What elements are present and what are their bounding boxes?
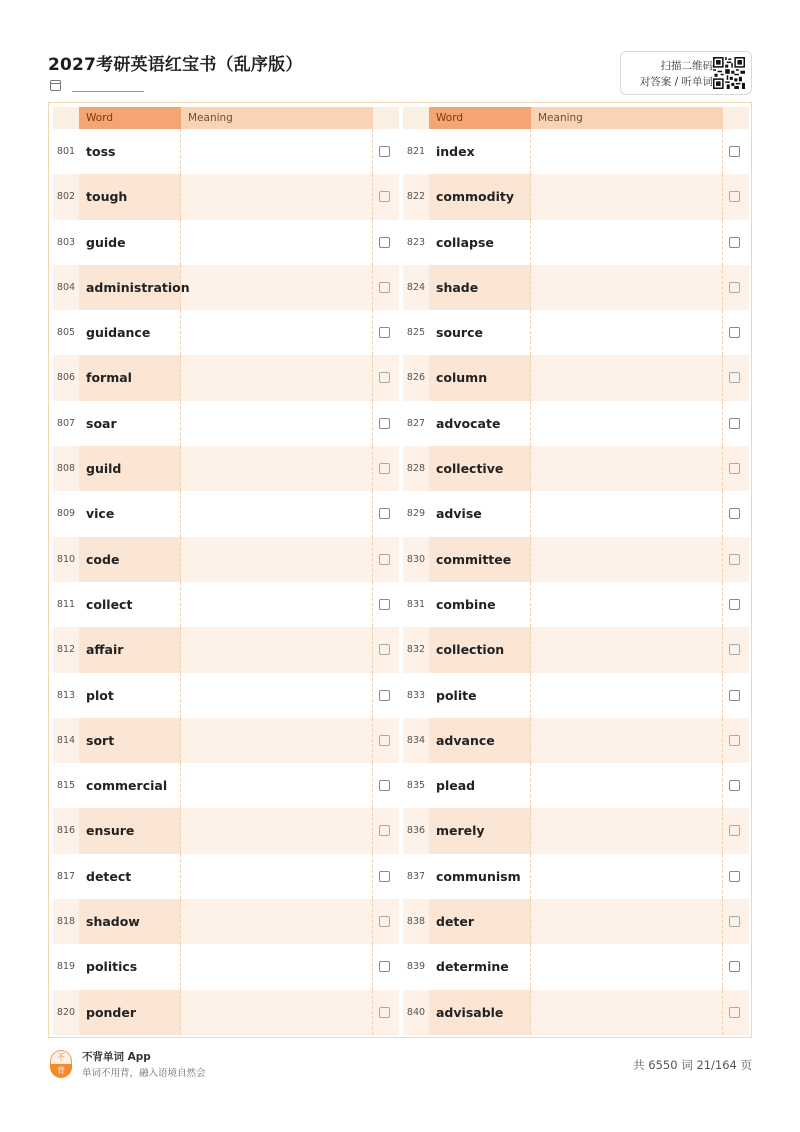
mastered-checkbox[interactable]	[729, 372, 740, 383]
mastered-checkbox[interactable]	[729, 554, 740, 565]
word-text: sort	[79, 718, 181, 763]
table-row	[53, 129, 399, 174]
mastered-checkbox[interactable]	[379, 463, 390, 474]
mastered-checkbox[interactable]	[729, 418, 740, 429]
mastered-checkbox[interactable]	[379, 735, 390, 746]
table-row	[53, 355, 399, 400]
word-text: shadow	[79, 899, 181, 944]
table-row	[403, 174, 749, 219]
table-row	[403, 944, 749, 989]
word-number: 818	[56, 916, 76, 928]
qr-panel[interactable]	[620, 51, 752, 95]
word-text: source	[429, 310, 531, 355]
table-row	[403, 854, 749, 899]
qr-caption-line2: 对答案 / 听单词	[639, 76, 713, 88]
word-text: tough	[79, 174, 181, 219]
date-field	[50, 80, 150, 94]
table-row	[53, 491, 399, 536]
word-number: 810	[56, 553, 76, 565]
word-number: 834	[406, 734, 426, 746]
word-number: 806	[56, 372, 76, 384]
meaning-cell[interactable]	[181, 174, 373, 219]
word-number: 823	[406, 236, 426, 248]
word-number: 814	[56, 734, 76, 746]
meaning-cell[interactable]	[181, 446, 373, 491]
app-logo	[50, 1050, 72, 1078]
word-text: administration	[79, 265, 181, 310]
table-row	[53, 265, 399, 310]
word-text: toss	[79, 129, 181, 174]
table-header	[403, 107, 749, 129]
word-text: collect	[79, 582, 181, 627]
table-row	[53, 763, 399, 808]
word-number: 839	[406, 961, 426, 973]
word-number: 813	[56, 689, 76, 701]
word-text: code	[79, 537, 181, 582]
header-number-cell	[403, 107, 429, 129]
table-row	[403, 763, 749, 808]
word-text: communism	[429, 854, 531, 899]
meaning-cell[interactable]	[181, 401, 373, 446]
word-number: 838	[406, 916, 426, 928]
mastered-checkbox[interactable]	[729, 327, 740, 338]
meaning-cell[interactable]	[181, 129, 373, 174]
table-row	[53, 446, 399, 491]
word-text: guide	[79, 220, 181, 265]
meaning-cell[interactable]	[531, 537, 723, 582]
mastered-checkbox[interactable]	[729, 282, 740, 293]
calendar-icon	[50, 80, 61, 91]
word-number: 825	[406, 327, 426, 339]
word-text: determine	[429, 944, 531, 989]
mastered-checkbox[interactable]	[729, 1007, 740, 1018]
word-text: polite	[429, 673, 531, 718]
table-row	[53, 401, 399, 446]
word-number: 829	[406, 508, 426, 520]
meaning-cell[interactable]	[531, 899, 723, 944]
word-text: detect	[79, 854, 181, 899]
word-number: 804	[56, 281, 76, 293]
word-number: 830	[406, 553, 426, 565]
mastered-checkbox[interactable]	[379, 871, 390, 882]
mastered-checkbox[interactable]	[729, 871, 740, 882]
table-row	[53, 174, 399, 219]
word-text: index	[429, 129, 531, 174]
meaning-cell[interactable]	[181, 220, 373, 265]
word-text: guidance	[79, 310, 181, 355]
header-meaning: Meaning	[181, 107, 373, 129]
app-slogan: 单词不用背，融入语境自然会	[82, 1068, 206, 1079]
meaning-cell[interactable]	[531, 220, 723, 265]
word-number: 815	[56, 780, 76, 792]
word-column-right	[403, 107, 749, 1035]
mastered-checkbox[interactable]	[379, 282, 390, 293]
table-row	[53, 627, 399, 672]
word-text: collective	[429, 446, 531, 491]
word-number: 811	[56, 598, 76, 610]
word-text: column	[429, 355, 531, 400]
word-column-left	[53, 107, 399, 1035]
mastered-checkbox[interactable]	[379, 1007, 390, 1018]
word-number: 820	[56, 1006, 76, 1018]
word-number: 832	[406, 644, 426, 656]
mastered-checkbox[interactable]	[729, 961, 740, 972]
header-check-cell	[373, 107, 399, 129]
mastered-checkbox[interactable]	[729, 780, 740, 791]
word-number: 816	[56, 825, 76, 837]
mastered-checkbox[interactable]	[379, 372, 390, 383]
meaning-cell[interactable]	[181, 537, 373, 582]
page-info: 共 6550 词 21/164 页	[633, 1058, 752, 1072]
meaning-cell[interactable]	[531, 491, 723, 536]
table-header	[53, 107, 399, 129]
table-row	[403, 990, 749, 1035]
word-text: collection	[429, 627, 531, 672]
qr-caption-line1: 扫描二维码	[660, 60, 713, 72]
mastered-checkbox[interactable]	[379, 508, 390, 519]
mastered-checkbox[interactable]	[729, 735, 740, 746]
word-text: ponder	[79, 990, 181, 1035]
word-number: 812	[56, 644, 76, 656]
word-text: advance	[429, 718, 531, 763]
mastered-checkbox[interactable]	[729, 690, 740, 701]
word-number: 837	[406, 870, 426, 882]
meaning-cell[interactable]	[531, 808, 723, 853]
word-text: politics	[79, 944, 181, 989]
meaning-cell[interactable]	[181, 944, 373, 989]
word-text: plead	[429, 763, 531, 808]
word-number: 807	[56, 417, 76, 429]
table-row	[403, 446, 749, 491]
word-text: ensure	[79, 808, 181, 853]
word-number: 805	[56, 327, 76, 339]
mastered-checkbox[interactable]	[379, 237, 390, 248]
mastered-checkbox[interactable]	[379, 191, 390, 202]
table-row	[53, 944, 399, 989]
word-text: committee	[429, 537, 531, 582]
meaning-cell[interactable]	[531, 401, 723, 446]
word-number: 819	[56, 961, 76, 973]
word-text: plot	[79, 673, 181, 718]
meaning-cell[interactable]	[531, 446, 723, 491]
meaning-cell[interactable]	[531, 129, 723, 174]
table-row	[403, 265, 749, 310]
header-meaning: Meaning	[531, 107, 723, 129]
word-text: guild	[79, 446, 181, 491]
table-row	[403, 627, 749, 672]
table-row	[53, 582, 399, 627]
word-text: vice	[79, 491, 181, 536]
word-number: 822	[406, 191, 426, 203]
mastered-checkbox[interactable]	[729, 916, 740, 927]
table-row	[403, 718, 749, 763]
header-word: Word	[79, 107, 181, 129]
word-number: 840	[406, 1006, 426, 1018]
qr-code-icon[interactable]	[713, 57, 745, 89]
meaning-cell[interactable]	[531, 310, 723, 355]
meaning-cell[interactable]	[181, 718, 373, 763]
meaning-cell[interactable]	[531, 355, 723, 400]
table-row	[53, 537, 399, 582]
word-number: 802	[56, 191, 76, 203]
table-row	[403, 129, 749, 174]
table-row	[53, 990, 399, 1035]
mastered-checkbox[interactable]	[379, 916, 390, 927]
table-row	[403, 220, 749, 265]
word-number: 824	[406, 281, 426, 293]
meaning-cell[interactable]	[181, 854, 373, 899]
mastered-checkbox[interactable]	[379, 554, 390, 565]
meaning-cell[interactable]	[181, 582, 373, 627]
table-row	[403, 899, 749, 944]
mastered-checkbox[interactable]	[379, 825, 390, 836]
date-line	[72, 91, 144, 92]
word-number: 836	[406, 825, 426, 837]
word-number: 826	[406, 372, 426, 384]
mastered-checkbox[interactable]	[729, 599, 740, 610]
word-number: 817	[56, 870, 76, 882]
meaning-cell[interactable]	[181, 673, 373, 718]
table-row	[403, 310, 749, 355]
meaning-cell[interactable]	[531, 265, 723, 310]
meaning-cell[interactable]	[531, 990, 723, 1035]
table-row	[403, 401, 749, 446]
meaning-cell[interactable]	[181, 899, 373, 944]
mastered-checkbox[interactable]	[379, 327, 390, 338]
word-number: 835	[406, 780, 426, 792]
table-row	[53, 673, 399, 718]
mastered-checkbox[interactable]	[729, 644, 740, 655]
mastered-checkbox[interactable]	[379, 146, 390, 157]
meaning-cell[interactable]	[531, 582, 723, 627]
word-number: 828	[406, 463, 426, 475]
mastered-checkbox[interactable]	[379, 780, 390, 791]
meaning-cell[interactable]	[181, 355, 373, 400]
table-row	[403, 673, 749, 718]
meaning-cell[interactable]	[531, 944, 723, 989]
word-text: merely	[429, 808, 531, 853]
mastered-checkbox[interactable]	[379, 690, 390, 701]
header-number-cell	[53, 107, 79, 129]
mastered-checkbox[interactable]	[379, 418, 390, 429]
table-row	[53, 310, 399, 355]
header-check-cell	[723, 107, 749, 129]
word-text: formal	[79, 355, 181, 400]
table-row	[53, 718, 399, 763]
mastered-checkbox[interactable]	[729, 237, 740, 248]
word-text: affair	[79, 627, 181, 672]
word-text: deter	[429, 899, 531, 944]
word-number: 808	[56, 463, 76, 475]
word-text: commercial	[79, 763, 181, 808]
meaning-cell[interactable]	[181, 763, 373, 808]
word-number: 827	[406, 417, 426, 429]
word-number: 833	[406, 689, 426, 701]
vocabulary-sheet	[48, 102, 752, 1038]
header-word: Word	[429, 107, 531, 129]
table-row	[403, 808, 749, 853]
word-text: combine	[429, 582, 531, 627]
table-row	[53, 220, 399, 265]
word-text: commodity	[429, 174, 531, 219]
mastered-checkbox[interactable]	[729, 146, 740, 157]
table-row	[403, 537, 749, 582]
table-row	[403, 355, 749, 400]
word-number: 821	[406, 146, 426, 157]
table-row	[53, 808, 399, 853]
qr-caption	[627, 58, 713, 90]
meaning-cell[interactable]	[181, 265, 373, 310]
mastered-checkbox[interactable]	[729, 508, 740, 519]
meaning-cell[interactable]	[531, 854, 723, 899]
word-number: 809	[56, 508, 76, 520]
word-number: 801	[56, 146, 76, 157]
word-text: collapse	[429, 220, 531, 265]
meaning-cell[interactable]	[181, 310, 373, 355]
word-rows	[53, 129, 399, 1035]
meaning-cell[interactable]	[531, 718, 723, 763]
mastered-checkbox[interactable]	[379, 644, 390, 655]
table-row	[403, 491, 749, 536]
word-text: advocate	[429, 401, 531, 446]
meaning-cell[interactable]	[181, 627, 373, 672]
word-text: advise	[429, 491, 531, 536]
table-row	[53, 899, 399, 944]
mastered-checkbox[interactable]	[379, 599, 390, 610]
mastered-checkbox[interactable]	[729, 463, 740, 474]
word-text: advisable	[429, 990, 531, 1035]
word-rows	[403, 129, 749, 1035]
meaning-cell[interactable]	[531, 763, 723, 808]
logo-top-glyph: 不	[50, 1050, 72, 1064]
meaning-cell[interactable]	[531, 673, 723, 718]
logo-bottom-glyph: 背	[50, 1064, 72, 1078]
word-number: 803	[56, 236, 76, 248]
mastered-checkbox[interactable]	[379, 961, 390, 972]
mastered-checkbox[interactable]	[729, 191, 740, 202]
meaning-cell[interactable]	[531, 627, 723, 672]
meaning-cell[interactable]	[181, 491, 373, 536]
meaning-cell[interactable]	[181, 808, 373, 853]
table-row	[403, 582, 749, 627]
page-title: 2027考研英语红宝书（乱序版）	[48, 55, 303, 75]
meaning-cell[interactable]	[531, 174, 723, 219]
table-row	[53, 854, 399, 899]
mastered-checkbox[interactable]	[729, 825, 740, 836]
meaning-cell[interactable]	[181, 990, 373, 1035]
app-name: 不背单词 App	[82, 1051, 151, 1063]
word-text: shade	[429, 265, 531, 310]
word-number: 831	[406, 598, 426, 610]
word-text: soar	[79, 401, 181, 446]
